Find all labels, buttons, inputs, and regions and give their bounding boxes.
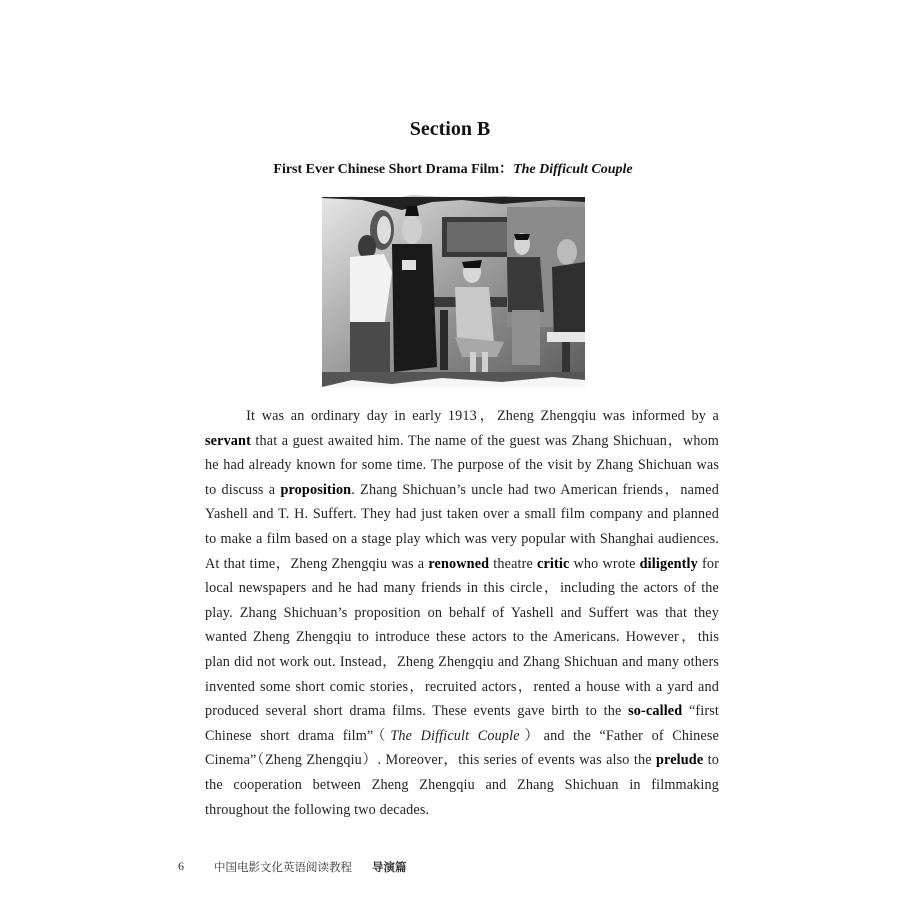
section-title: Section B: [409, 118, 491, 140]
film-still-photo: [322, 192, 585, 387]
article-body: [205, 404, 719, 822]
article-paragraph: [205, 404, 719, 822]
page-footer: [0, 859, 900, 879]
text-run: ）and the “Father of Chinese Cinema”（Zheng Zhengqiu）. Moreover，this series of events was also the: [205, 727, 719, 769]
film-still-image: [322, 192, 585, 387]
text-run: . Zhang Shichuan’s uncle had two American friends，named Yashell and T. H. Suffert. They had just taken over a small film company and planned to make a film based on a stage play which was very popular with Shanghai audiences. At that time，Zheng Zhengqiu was a: [205, 481, 719, 572]
vocab-term-critic: critic: [537, 555, 570, 572]
text-run: It was an ordinary day in early 1913，Zheng Zhengqiu was informed by a: [246, 408, 719, 424]
subtitle-film-title: The Difficult Couple: [513, 162, 633, 177]
vocab-term-prelude: prelude: [656, 752, 704, 769]
vocab-term-renowned: renowned: [428, 555, 490, 572]
text-run: for local newspapers and he had many friends in this circle，including the actors of the play. Zhang Shichuan’s proposition on behalf of Yashell and Suffert was that they wanted Zheng Zhengqiu to introduce these actors to the Americans. However，this plan did not work out. Instead，Zheng Zhengqiu and Zhang Shichuan and many others invented some short comic stories，recruited actors，rented a house with a yard and produced several short drama films. These events gave birth to the: [205, 555, 719, 720]
film-title-italic: The Difficult Couple: [390, 727, 520, 744]
vocab-term-servant: servant: [205, 432, 251, 449]
subtitle-prefix: First Ever Chinese Short Drama Film：: [273, 162, 514, 177]
vocab-term-diligently: diligently: [639, 555, 698, 572]
text-run: “first Chinese short drama film”（: [205, 703, 720, 744]
vocab-term-proposition: proposition: [280, 481, 352, 498]
text-run: theatre: [489, 555, 538, 572]
article-subtitle: [0, 158, 900, 178]
book-volume: 导演篇: [372, 860, 407, 874]
book-title: 中国电影文化英语阅读教程: [214, 860, 352, 874]
page-number: 6: [178, 859, 184, 873]
text-run: to the cooperation between Zheng Zhengqiu and Zhang Shichuan in filmmaking throughout the following two decades.: [205, 752, 719, 818]
text-run: that a guest awaited him. The name of the guest was Zhang Shichuan，whom he had already known for some time. The purpose of the visit by Zhang Shichuan was to discuss a: [205, 432, 719, 498]
text-run: who wrote: [569, 555, 640, 572]
vocab-term-so-called: so-called: [628, 703, 683, 720]
